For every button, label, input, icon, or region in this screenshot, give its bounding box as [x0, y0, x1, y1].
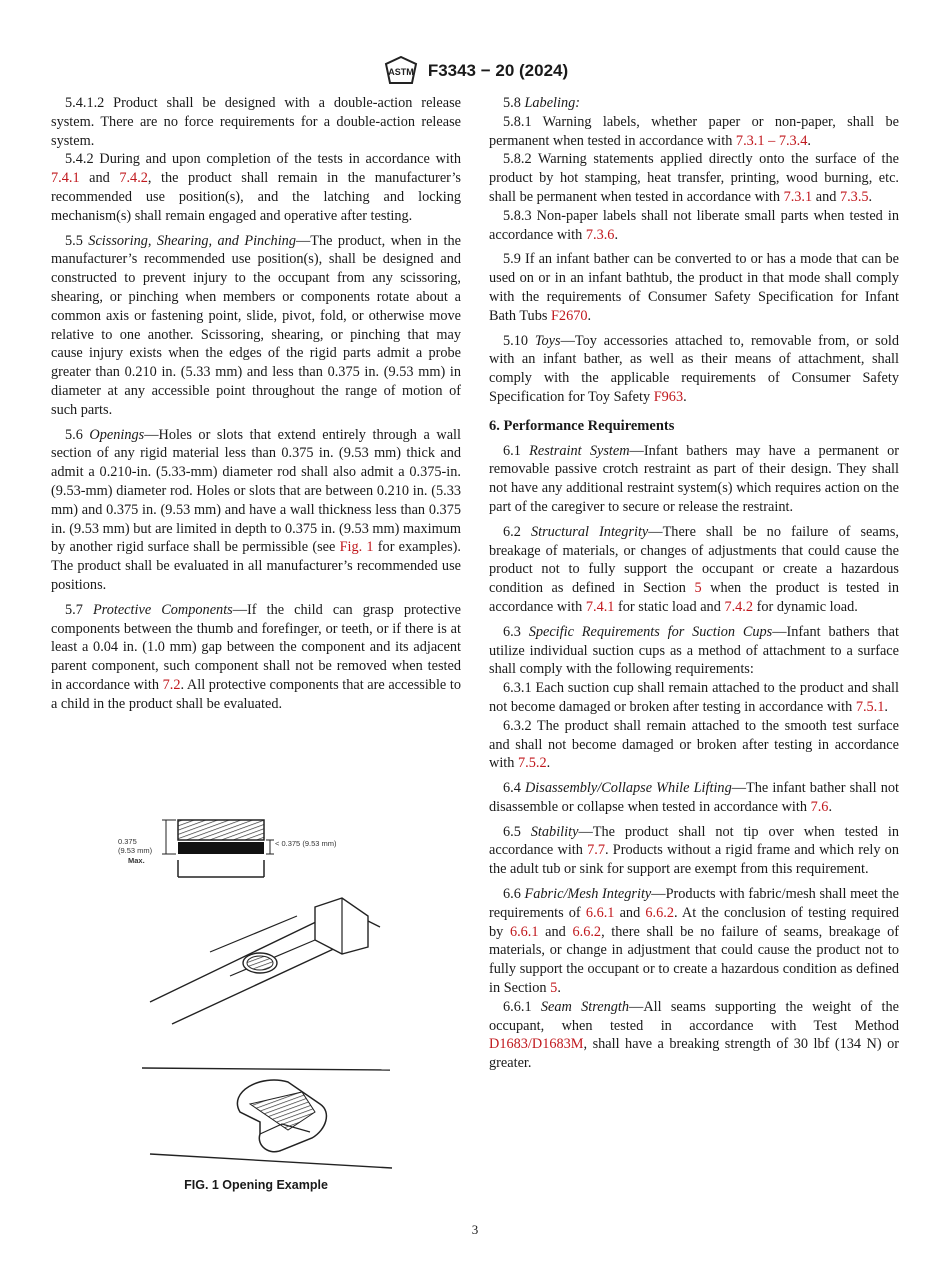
paragraph-6-5: 6.5 Stability—The product shall not tip over when tested in accordance with 7.7. Products without a rigid frame and which rely on the adult tub or sink for support are exempt from this requirement. [489, 823, 900, 878]
paragraph-6-3-1: 6.3.1 Each suction cup shall remain attached to the product and shall not become damaged or broken after testing in accordance with 7.5.1. [489, 680, 899, 715]
ref-link[interactable]: 7.4.2 [724, 598, 754, 615]
ref-link[interactable]: 7.6 [810, 798, 829, 815]
paragraph-6-3: 6.3 Specific Requirements for Suction Cups—Infant bathers that utilize individual suction cups as a method of attachment to a surface shall comply with the following requirements: [489, 623, 899, 678]
left-column [51, 94, 461, 714]
page-number: 3 [471, 1222, 479, 1237]
dimension-label: 0.375 [118, 837, 137, 846]
ref-link[interactable]: 7.2 [162, 676, 181, 693]
figure-caption: FIG. 1 Opening Example [184, 1178, 328, 1192]
paragraph-5-8-3: 5.8.3 Non-paper labels shall not liberate small parts when tested in accordance with 7.3.6. [489, 207, 899, 243]
paragraph-5-4-1-2: 5.4.1.2 Product shall be designed with a double-action release system. There are no force requirements for a double-action release system. [51, 95, 461, 149]
ref-link[interactable]: Fig. 1 [339, 539, 374, 556]
ref-link[interactable]: 7.3.5 [839, 188, 869, 205]
figure-1-drawing [110, 812, 400, 1172]
astm-logo-icon [382, 56, 420, 86]
paragraph-5-9: 5.9 If an infant bather can be converted to or has a mode that can be used on or in an infant bathtub, the product in that mode shall comply with the requirements of Consumer Safety Specification for Infant Bath Tubs F2670. [489, 251, 899, 324]
ref-link[interactable]: 6.6.1 [585, 904, 615, 921]
ref-link[interactable]: 7.3.6 [585, 226, 615, 243]
ref-link[interactable]: 7.4.1 [51, 170, 80, 187]
ref-link[interactable]: 7.3.1 – 7.3.4 [735, 132, 808, 149]
ref-link[interactable]: F2670 [550, 307, 588, 324]
dimension-label: Max. [128, 856, 145, 865]
paragraph-5-8-2: 5.8.2 Warning statements applied directly onto the surface of the product by hot stamping, heat transfer, printing, wood burning, etc. shall be permanent when tested in accordance with 7.3.1 and 7.3.5. [489, 151, 899, 205]
ref-link[interactable]: 6.6.2 [572, 923, 602, 940]
ref-link[interactable]: 5 [550, 980, 558, 997]
ref-link[interactable]: 6.6.1 [509, 923, 539, 940]
solid-wall-section [178, 842, 264, 854]
dimension-label: < 0.375 (9.53 mm) [275, 839, 337, 848]
paragraph-6-4: 6.4 Disassembly/Collapse While Lifting—The infant bather shall not disassemble or collapse when tested in accordance with 7.6. [489, 780, 899, 815]
ref-link[interactable]: 7.3.1 [783, 188, 813, 205]
hatched-wall-section [178, 820, 264, 840]
paragraph-6-2: 6.2 Structural Integrity—There shall be no failure of seams, breakage of materials, or changes of adjustments that could cause the product not to fully support the occupant or create a hazardous condition as defined in Section 5 when the product is tested in accordance with 7.4.1 for static load and 7.4.2 for dynamic load. [489, 523, 899, 615]
paragraph-5-6: 5.6 Openings—Holes or slots that extend entirely through a wall section of any rigid material less than 0.375 in. (9.53 mm) thick and admit a 0.210-in. (5.33-mm) diameter rod shall also admit a 0.375-in. (9.53-mm) diameter rod. Holes or slots that are between 0.210 in. (5.33 mm) and 0.375 in. (9.53 mm) and have a wall thickness less than 0.375 in. (9.53 mm) but are limited in depth to 0.375 in. (9.53 mm) maximum by another rigid surface shall be permissible (see Fig. 1 for examples). The product shall be evaluated in all manufacturer’s recommended use positions. [51, 426, 461, 593]
paragraph-6-6-1: 6.6.1 Seam Strength—All seams supporting the weight of the occupant, when tested in accordance with Test Method D1683/D1683M, shall have a breaking strength of 30 lbf (134 N) or greater. [489, 998, 899, 1072]
paragraph-5-7: 5.7 Protective Components—If the child can grasp protective components between the thumb and forefinger, or teeth, or if there is at least a 0.04 in. (1.0 mm) gap between the component and its adjacent parent component, such component shall not be removed when tested in accordance with 7.2. All protective components that are accessible to a child in the product shall be evaluated. [51, 601, 461, 712]
paragraph-6-1: 6.1 Restraint System—Infant bathers may have a permanent or removable passive crotch restraint as part of their design. They shall not have any additional restraint system(s) which requires action on the part of the caregiver to secure or release the restraint. [489, 442, 900, 515]
ref-link[interactable]: 7.5.2 [518, 755, 547, 772]
ref-link[interactable]: 7.7 [587, 842, 605, 859]
paragraph-5-8-1: 5.8.1 Warning labels, whether paper or non-paper, shall be permanent when tested in accordance with 7.3.1 – 7.3.4. [489, 113, 899, 149]
ref-link[interactable]: D1683/D1683M [489, 1036, 584, 1053]
document-code: F3343 − 20 (2024) [427, 61, 569, 80]
ref-link[interactable]: 7.5.1 [855, 698, 885, 715]
ref-link[interactable]: 6.6.2 [645, 904, 674, 921]
page-header [0, 56, 950, 86]
ref-link[interactable]: 7.4.2 [119, 170, 148, 187]
paragraph-6-6: 6.6 Fabric/Mesh Integrity—Products with fabric/mesh shall meet the requirements of 6.6.1 and 6.6.2. At the conclusion of testing required by 6.6.1 and 6.6.2, there shall be no failure of seams, breakage of materials, or change in adjustment that could cause the product not to fully support the occupant or to create a hazardous condition as defined in Section 5. [489, 886, 899, 997]
ref-link[interactable]: 5 [694, 580, 702, 597]
section-heading: 6. Performance Requirements [489, 417, 675, 434]
ref-link[interactable]: F963 [653, 388, 684, 405]
ref-link[interactable]: 7.4.1 [585, 598, 615, 615]
paragraph-5-8: 5.8 Labeling: [503, 95, 581, 111]
paragraph-6-3-2: 6.3.2 The product shall remain attached to the smooth test surface and shall not become damaged or broken after testing in accordance with 7.5.2. [489, 717, 899, 772]
logo-lettering: ASTM [388, 67, 414, 77]
right-column [489, 94, 899, 1073]
dimension-label: (9.53 mm) [118, 846, 153, 855]
paragraph-5-5: 5.5 Scissoring, Shearing, and Pinching—The product, when in the manufacturer’s recommended use position(s), shall be designed and constructed to prevent injury to the occupant from any scissoring, shearing, or pinching when members or components rotate about a common axis or fastening point, slide, pivot, fold, or otherwise move relative to one another. Scissoring, shearing, or pinching that may cause injury exists when the edges of the rigid parts admit a probe greater than 0.210 in. (5.33 mm) and less than 0.375 in. (9.53 mm) in diameter at any accessible point throughout the range of motion of such parts. [51, 232, 461, 418]
paragraph-5-10: 5.10 Toys—Toy accessories attached to, removable from, or sold with an infant bather, as well as their means of attachment, shall comply with the applicable requirements of Consumer Safety Specification for Toy Safety F963. [489, 332, 900, 405]
paragraph-5-4-2: 5.4.2 During and upon completion of the tests in accordance with 7.4.1 and 7.4.2, the product shall remain in the manufacturer’s recommended use position(s), and the latching and locking mechanism(s) shall remain engaged and operative after testing. [51, 151, 461, 224]
